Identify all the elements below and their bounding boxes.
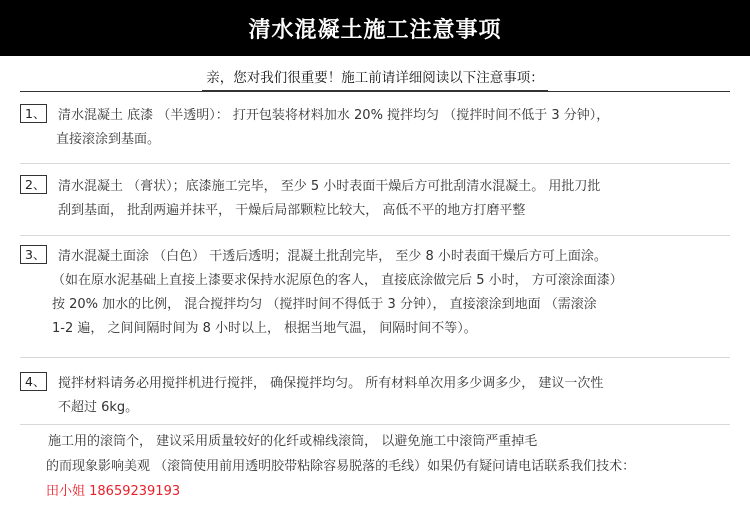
- note-line: 刮到基面， 批刮两遍并抹平， 干燥后局部颗粒比较大， 高低不平的地方打磨平整: [58, 203, 526, 218]
- note-item-4: [20, 372, 730, 420]
- divider: [20, 163, 730, 164]
- note-line: 按 20% 加水的比例， 混合搅拌均匀 （搅拌时间不得低于 3 分钟）， 直接滚涂到地面 （需滚涂: [52, 297, 597, 312]
- contact-info: 田小姐 18659239193: [46, 484, 181, 499]
- note-number: 4、: [20, 372, 47, 391]
- divider: [20, 424, 730, 425]
- note-number: 2、: [20, 175, 47, 194]
- note-line: 直接滚涂到基面。: [56, 132, 161, 147]
- divider: [20, 357, 730, 358]
- note-line: 1-2 遍， 之间间隔时间为 8 小时以上， 根据当地气温， 间隔时间不等）。: [52, 321, 477, 336]
- note-number: 1、: [20, 104, 47, 123]
- note-item-1: [20, 104, 730, 152]
- subheading-container: [0, 66, 750, 91]
- note-line: 搅拌材料请务必用搅拌机进行搅拌， 确保搅拌均匀。 所有材料单次用多少调多少， 建议一次性: [58, 376, 604, 391]
- note-item-3: [20, 245, 730, 341]
- note-line: 清水混凝土 （膏状）；底漆施工完毕， 至少 5 小时表面干燥后方可批刮清水混凝土。 用批刀批: [58, 179, 601, 194]
- note-text: [20, 245, 730, 341]
- title-banner: [0, 0, 750, 56]
- note-number: 3、: [20, 245, 47, 264]
- footer-line: 施工用的滚筒个， 建议采用质量较好的化纤或棉线滚筒， 以避免施工中滚筒严重掉毛: [48, 434, 538, 449]
- footer-line: 的而现象影响美观 （滚筒使用前用透明胶带粘除容易脱落的毛线）如果仍有疑问请电话联系我们技术：: [46, 459, 636, 474]
- note-line: （如在原水泥基础上直接上漆要求保持水泥原色的客人， 直接底涂做完后 5 小时， 方可滚涂面漆）: [52, 273, 623, 288]
- note-text: [20, 175, 730, 223]
- subheading: 亲，您对我们很重要！施工前请详细阅读以下注意事项：: [202, 66, 548, 91]
- note-item-2: [20, 175, 730, 223]
- note-text: [20, 104, 730, 152]
- note-line: 清水混凝土 底漆 （半透明）： 打开包装将材料加水 20% 搅拌均匀 （搅拌时间不低于 3 分钟），: [58, 108, 610, 123]
- footer-note: [48, 429, 738, 504]
- divider: [20, 235, 730, 236]
- page-title: 清水混凝土施工注意事项: [248, 17, 502, 43]
- note-line: 清水混凝土面涂 （白色） 干透后透明；混凝土批刮完毕， 至少 8 小时表面干燥后方可上面涂。: [58, 249, 607, 264]
- note-text: [20, 372, 730, 420]
- note-line: 不超过 6kg。: [58, 400, 139, 415]
- subheading-divider: [20, 91, 730, 92]
